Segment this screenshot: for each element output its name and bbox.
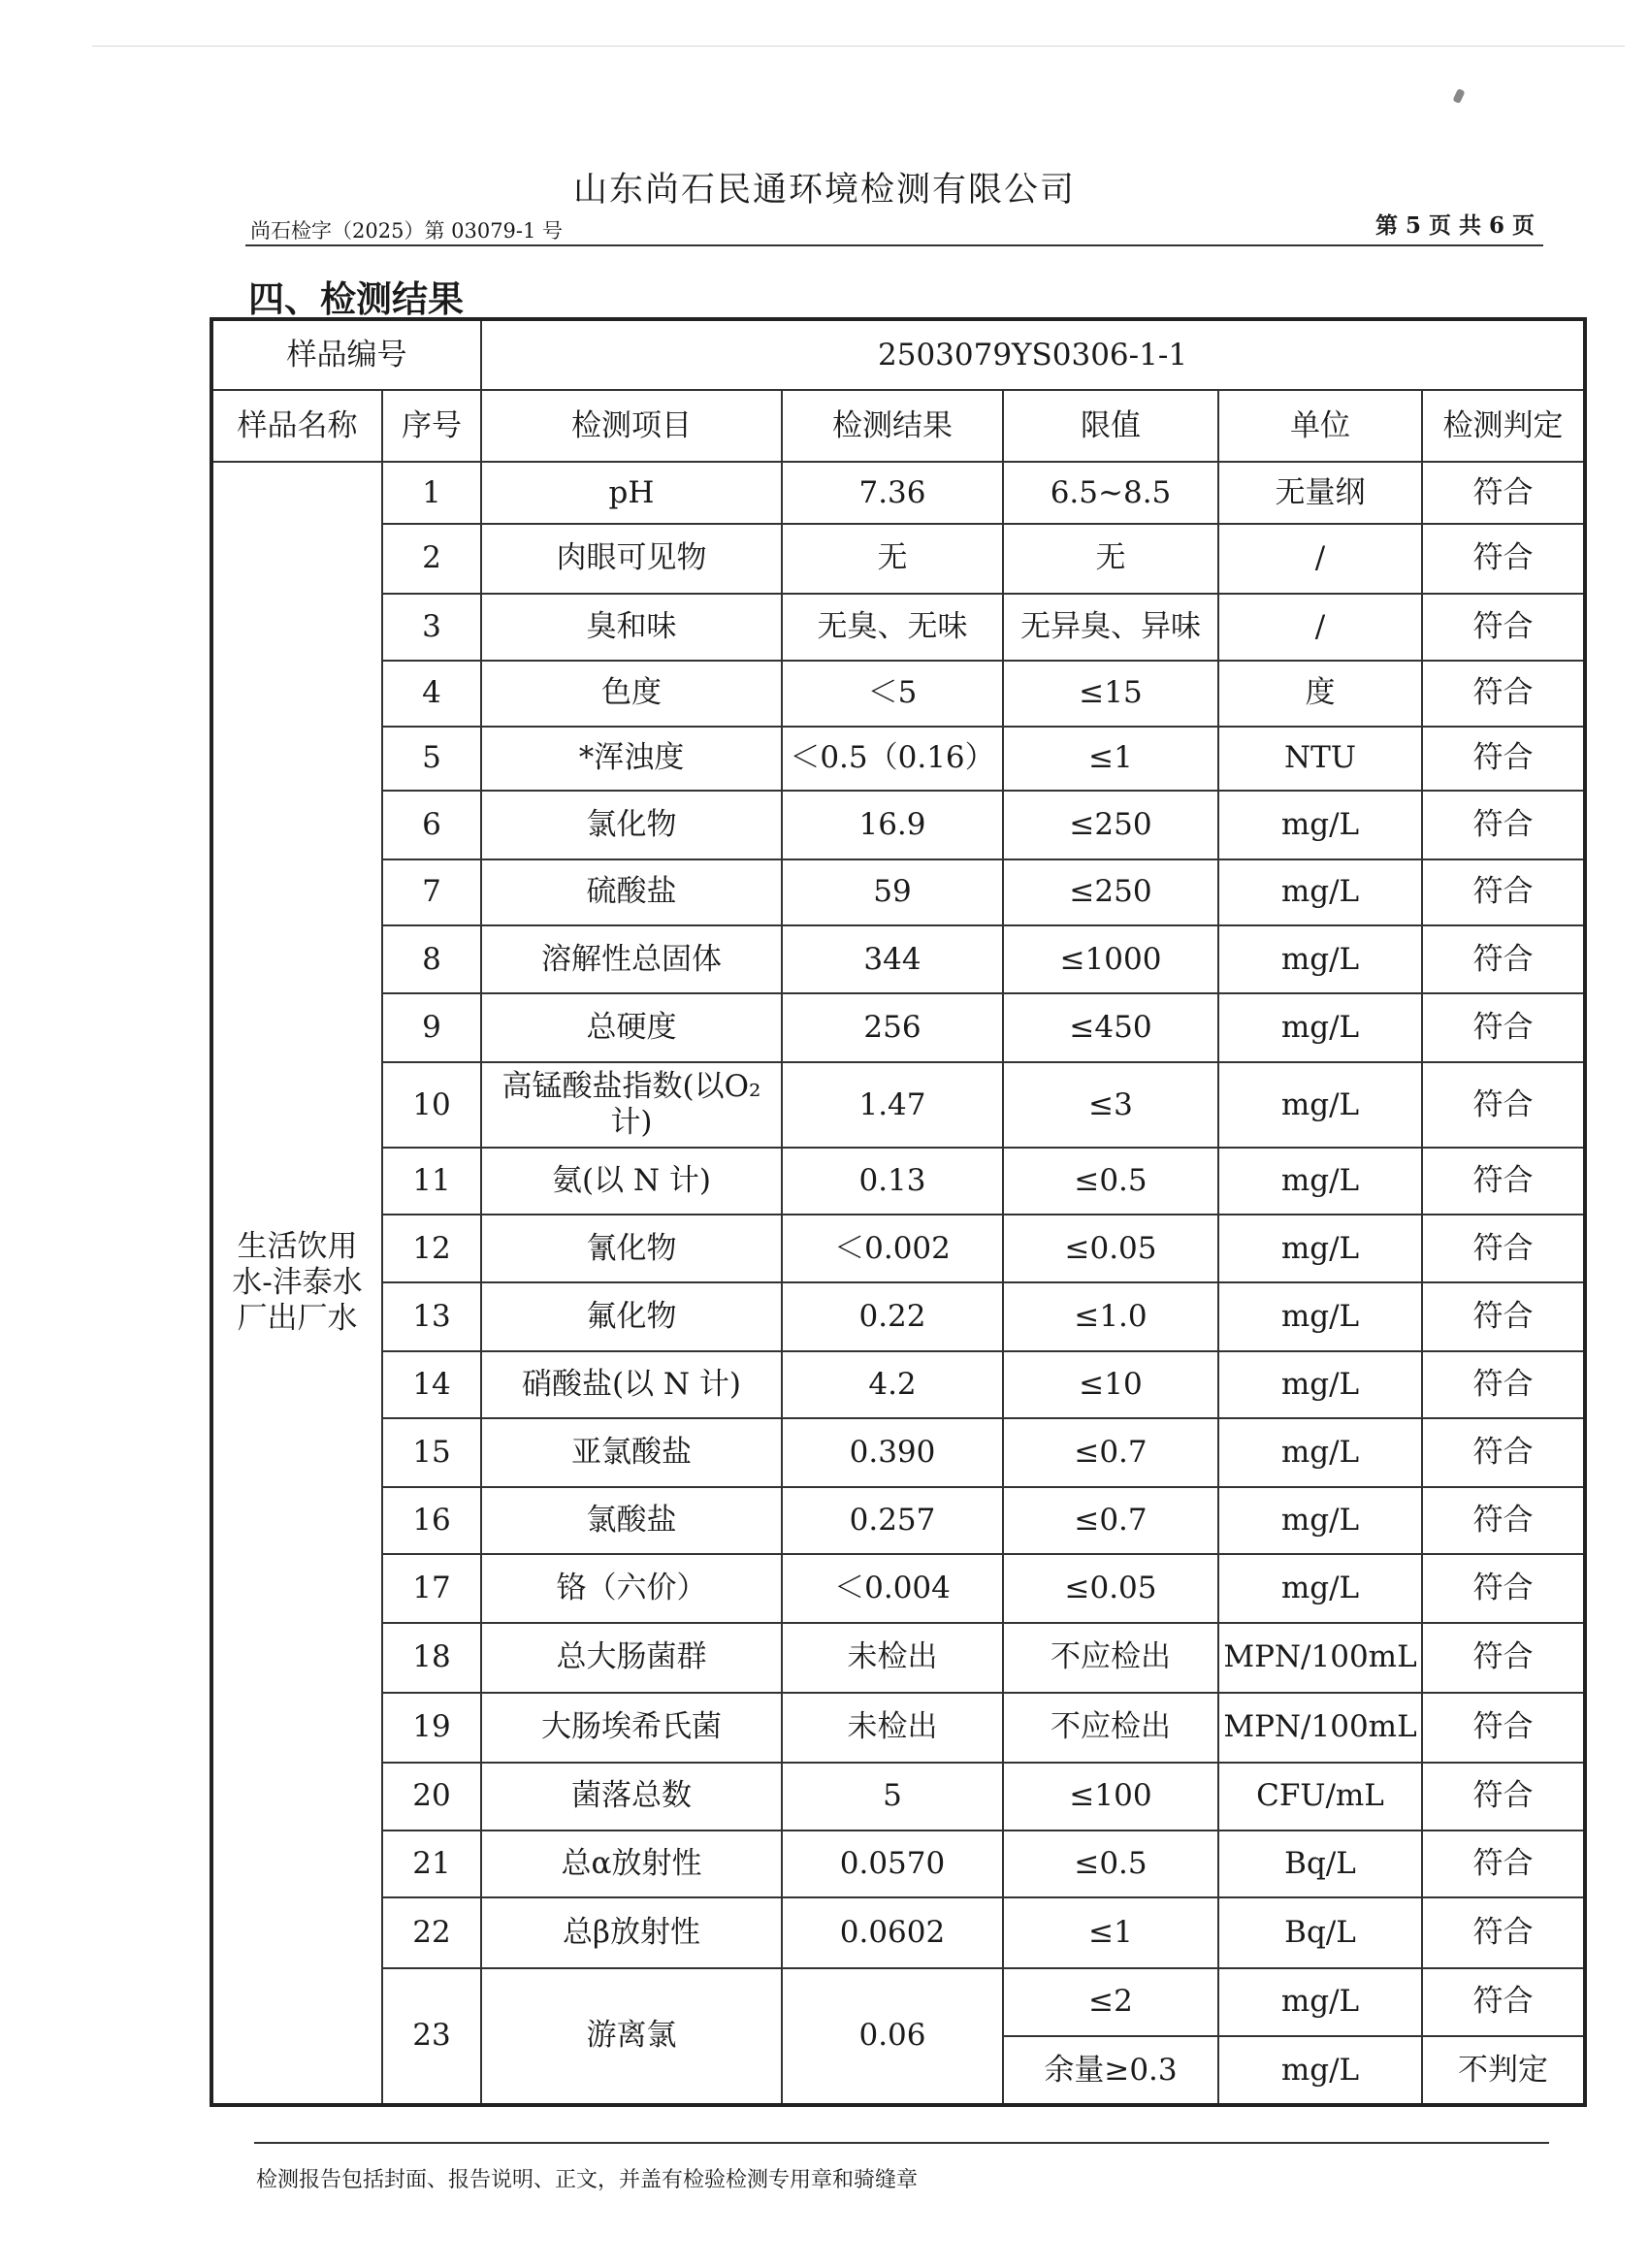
cell-judgement: 符合	[1422, 1418, 1585, 1486]
cell-item: 臭和味	[481, 594, 782, 661]
cell-unit: mg/L	[1218, 925, 1422, 993]
table-row	[211, 1282, 1585, 1350]
cell-judgement: 符合	[1422, 791, 1585, 859]
cell-judgement: 符合	[1422, 1351, 1585, 1418]
column-header-row	[211, 390, 1585, 461]
report-number: 尚石检字（2025）第 03079-1 号	[250, 219, 564, 243]
cell-judgement: 符合	[1422, 524, 1585, 593]
table-row	[211, 594, 1585, 661]
cell-item: 硫酸盐	[481, 859, 782, 925]
cell-item: 总硬度	[481, 993, 782, 1061]
cell-unit: mg/L	[1218, 1351, 1422, 1418]
cell-item: 亚氯酸盐	[481, 1418, 782, 1486]
cell-judgement: 符合	[1422, 1831, 1585, 1897]
cell-judgement: 符合	[1422, 1763, 1585, 1831]
cell-result: 未检出	[782, 1693, 1003, 1762]
cell-judgement: 不判定	[1422, 2036, 1585, 2105]
cell-judgement: 符合	[1422, 1897, 1585, 1967]
cell-judgement: 符合	[1422, 993, 1585, 1061]
company-name: 山东尚石民通环境检测有限公司	[572, 171, 1076, 210]
cell-result: 16.9	[782, 791, 1003, 859]
cell-judgement: 符合	[1422, 1968, 1585, 2036]
cell-result: 无	[782, 524, 1003, 593]
cell-item: 氯酸盐	[481, 1487, 782, 1554]
table-row	[211, 1148, 1585, 1214]
cell-item: 氰化物	[481, 1215, 782, 1282]
cell-limit: 不应检出	[1003, 1623, 1218, 1693]
col-header-seq: 序号	[382, 390, 481, 461]
table-row	[211, 1897, 1585, 1967]
col-header-unit: 单位	[1218, 390, 1422, 461]
cell-seq: 18	[382, 1623, 481, 1693]
sample-name-cell: 生活饮用水-沣泰水厂出厂水	[211, 462, 382, 2105]
cell-unit: Bq/L	[1218, 1831, 1422, 1897]
cell-limit: ≤450	[1003, 993, 1218, 1061]
col-header-sample-name: 样品名称	[211, 390, 382, 461]
footer-note: 检测报告包括封面、报告说明、正文，并盖有检验检测专用章和骑缝章	[256, 2168, 919, 2192]
cell-judgement: 符合	[1422, 1148, 1585, 1214]
cell-seq: 4	[382, 661, 481, 726]
table-row	[211, 1351, 1585, 1418]
table-row	[211, 1763, 1585, 1831]
cell-item: 总β放射性	[481, 1897, 782, 1967]
cell-result: 4.2	[782, 1351, 1003, 1418]
cell-seq: 20	[382, 1763, 481, 1831]
cell-limit: 无	[1003, 524, 1218, 593]
cell-unit: /	[1218, 524, 1422, 593]
cell-item: *浑浊度	[481, 727, 782, 791]
cell-seq: 21	[382, 1831, 481, 1897]
cell-result: 256	[782, 993, 1003, 1061]
cell-item: 氟化物	[481, 1282, 782, 1350]
cell-judgement: 符合	[1422, 1215, 1585, 1282]
cell-seq: 10	[382, 1062, 481, 1149]
cell-result: 0.257	[782, 1487, 1003, 1554]
sample-id-value: 2503079YS0306-1-1	[481, 319, 1585, 390]
cell-limit: ≤0.7	[1003, 1418, 1218, 1486]
cell-judgement: 符合	[1422, 859, 1585, 925]
cell-limit: ≤0.05	[1003, 1554, 1218, 1622]
cell-item: 大肠埃希氏菌	[481, 1693, 782, 1762]
cell-seq: 23	[382, 1968, 481, 2105]
cell-unit: mg/L	[1218, 1487, 1422, 1554]
cell-unit: mg/L	[1218, 1282, 1422, 1350]
cell-judgement: 符合	[1422, 925, 1585, 993]
table-row	[211, 1693, 1585, 1762]
cell-limit: ≤250	[1003, 791, 1218, 859]
cell-seq: 7	[382, 859, 481, 925]
cell-seq: 8	[382, 925, 481, 993]
cell-judgement: 符合	[1422, 594, 1585, 661]
col-header-limit: 限值	[1003, 390, 1218, 461]
cell-unit: mg/L	[1218, 791, 1422, 859]
cell-limit: ≤0.5	[1003, 1831, 1218, 1897]
cell-seq: 3	[382, 594, 481, 661]
cell-result: 59	[782, 859, 1003, 925]
cell-item: 硝酸盐(以 N 计)	[481, 1351, 782, 1418]
cell-limit: 无异臭、异味	[1003, 594, 1218, 661]
table-row	[211, 661, 1585, 726]
col-header-judgement: 检测判定	[1422, 390, 1585, 461]
cell-limit: ≤15	[1003, 661, 1218, 726]
cell-judgement: 符合	[1422, 727, 1585, 791]
cell-limit: ≤1	[1003, 727, 1218, 791]
cell-seq: 17	[382, 1554, 481, 1622]
cell-item: 高锰酸盐指数(以O₂计)	[481, 1062, 782, 1149]
cell-unit: /	[1218, 594, 1422, 661]
cell-limit: ≤3	[1003, 1062, 1218, 1149]
section-title: 四、检测结果	[248, 278, 464, 320]
table-row	[211, 859, 1585, 925]
cell-seq: 16	[382, 1487, 481, 1554]
cell-result: 未检出	[782, 1623, 1003, 1693]
cell-seq: 6	[382, 791, 481, 859]
cell-limit: 不应检出	[1003, 1693, 1218, 1762]
cell-judgement: 符合	[1422, 1487, 1585, 1554]
cell-seq: 2	[382, 524, 481, 593]
cell-item: 菌落总数	[481, 1763, 782, 1831]
cell-item: 游离氯	[481, 1968, 782, 2105]
cell-result: 344	[782, 925, 1003, 993]
cell-result: ＜0.5（0.16）	[782, 727, 1003, 791]
cell-result: 0.13	[782, 1148, 1003, 1214]
table-row	[211, 993, 1585, 1061]
cell-seq: 14	[382, 1351, 481, 1418]
cell-unit: 无量纲	[1218, 462, 1422, 524]
scan-speck	[1452, 88, 1465, 104]
cell-item: 色度	[481, 661, 782, 726]
table-row	[211, 1418, 1585, 1486]
table-row	[211, 1623, 1585, 1693]
table-row	[211, 524, 1585, 593]
cell-judgement: 符合	[1422, 1282, 1585, 1350]
page-number: 第 5 页 共 6 页	[1374, 212, 1535, 239]
cell-item: 氯化物	[481, 791, 782, 859]
cell-result: 0.390	[782, 1418, 1003, 1486]
cell-unit: CFU/mL	[1218, 1763, 1422, 1831]
cell-item: 溶解性总固体	[481, 925, 782, 993]
cell-unit: mg/L	[1218, 1062, 1422, 1149]
cell-limit: ≤100	[1003, 1763, 1218, 1831]
cell-judgement: 符合	[1422, 1693, 1585, 1762]
scan-top-line	[92, 46, 1625, 47]
cell-judgement: 符合	[1422, 1623, 1585, 1693]
table-row	[211, 1215, 1585, 1282]
table-row	[211, 925, 1585, 993]
cell-unit: mg/L	[1218, 1215, 1422, 1282]
cell-limit: ≤1	[1003, 1897, 1218, 1967]
cell-limit: ≤0.7	[1003, 1487, 1218, 1554]
cell-limit: ≤2	[1003, 1968, 1218, 2036]
cell-seq: 13	[382, 1282, 481, 1350]
cell-judgement: 符合	[1422, 1062, 1585, 1149]
cell-seq: 22	[382, 1897, 481, 1967]
cell-judgement: 符合	[1422, 1554, 1585, 1622]
table-row	[211, 791, 1585, 859]
cell-unit: MPN/100mL	[1218, 1693, 1422, 1762]
cell-limit: ≤0.5	[1003, 1148, 1218, 1214]
cell-result: 无臭、无味	[782, 594, 1003, 661]
col-header-item: 检测项目	[481, 390, 782, 461]
cell-result: ＜5	[782, 661, 1003, 726]
cell-unit: mg/L	[1218, 1148, 1422, 1214]
cell-seq: 19	[382, 1693, 481, 1762]
cell-unit: 度	[1218, 661, 1422, 726]
footer-rule	[254, 2142, 1549, 2144]
table-row	[211, 1487, 1585, 1554]
cell-result: ＜0.004	[782, 1554, 1003, 1622]
cell-item: pH	[481, 462, 782, 524]
sample-id-label: 样品编号	[211, 319, 481, 390]
cell-limit: ≤1.0	[1003, 1282, 1218, 1350]
cell-item: 氨(以 N 计)	[481, 1148, 782, 1214]
cell-judgement: 符合	[1422, 661, 1585, 726]
cell-seq: 9	[382, 993, 481, 1061]
cell-seq: 1	[382, 462, 481, 524]
table-row	[211, 1968, 1585, 2036]
cell-unit: MPN/100mL	[1218, 1623, 1422, 1693]
cell-result: 0.22	[782, 1282, 1003, 1350]
cell-result: 5	[782, 1763, 1003, 1831]
cell-result: 0.0570	[782, 1831, 1003, 1897]
cell-unit: mg/L	[1218, 993, 1422, 1061]
cell-item: 总α放射性	[481, 1831, 782, 1897]
cell-limit: ≤250	[1003, 859, 1218, 925]
cell-unit: Bq/L	[1218, 1897, 1422, 1967]
cell-limit: 余量≥0.3	[1003, 2036, 1218, 2105]
cell-result: 1.47	[782, 1062, 1003, 1149]
table-row	[211, 1554, 1585, 1622]
cell-seq: 12	[382, 1215, 481, 1282]
cell-unit: mg/L	[1218, 1554, 1422, 1622]
results-table	[210, 317, 1587, 2107]
cell-limit: 6.5~8.5	[1003, 462, 1218, 524]
cell-item: 总大肠菌群	[481, 1623, 782, 1693]
table-row	[211, 462, 1585, 524]
cell-unit: mg/L	[1218, 1968, 1422, 2036]
cell-result: 0.0602	[782, 1897, 1003, 1967]
cell-limit: ≤1000	[1003, 925, 1218, 993]
cell-unit: mg/L	[1218, 859, 1422, 925]
cell-result: ＜0.002	[782, 1215, 1003, 1282]
cell-limit: ≤0.05	[1003, 1215, 1218, 1282]
cell-item: 铬（六价）	[481, 1554, 782, 1622]
table-row	[211, 1831, 1585, 1897]
cell-item: 肉眼可见物	[481, 524, 782, 593]
cell-unit: mg/L	[1218, 2036, 1422, 2105]
cell-seq: 11	[382, 1148, 481, 1214]
sample-id-row	[211, 319, 1585, 390]
col-header-result: 检测结果	[782, 390, 1003, 461]
cell-seq: 5	[382, 727, 481, 791]
cell-limit: ≤10	[1003, 1351, 1218, 1418]
table-row	[211, 727, 1585, 791]
cell-seq: 15	[382, 1418, 481, 1486]
cell-unit: mg/L	[1218, 1418, 1422, 1486]
cell-result: 7.36	[782, 462, 1003, 524]
table-row	[211, 1062, 1585, 1149]
cell-unit: NTU	[1218, 727, 1422, 791]
cell-result: 0.06	[782, 1968, 1003, 2105]
cell-judgement: 符合	[1422, 462, 1585, 524]
header-rule	[245, 244, 1543, 246]
